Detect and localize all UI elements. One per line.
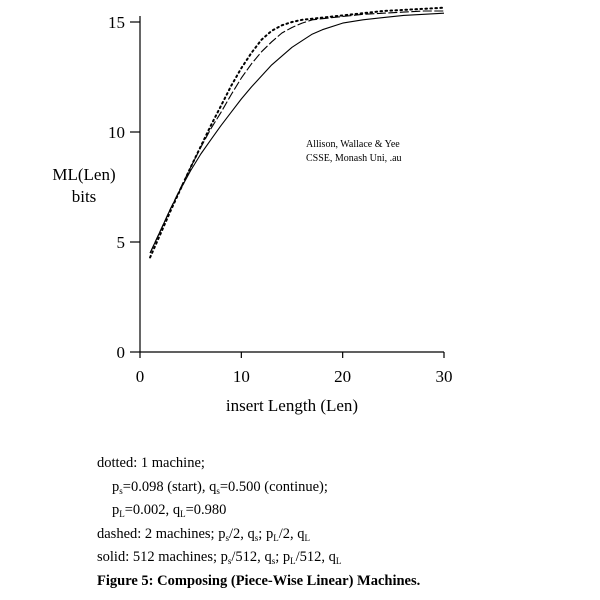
y-axis-label-line1: ML(Len) bbox=[52, 165, 116, 184]
legend-subscript: s bbox=[119, 485, 123, 496]
legend-subscript: s bbox=[254, 532, 259, 543]
x-tick-label: 0 bbox=[135, 367, 145, 386]
legend-value: /2, bbox=[278, 525, 298, 542]
legend-subscript: L bbox=[290, 556, 296, 566]
series-line-dotted bbox=[150, 8, 444, 258]
legend-value: /2, bbox=[228, 525, 248, 542]
legend-symbol: q bbox=[328, 549, 336, 565]
legend-symbol: q bbox=[209, 478, 217, 495]
legend-symbol: p bbox=[112, 502, 120, 518]
x-tick-label: 20 bbox=[334, 367, 352, 386]
chart-axes bbox=[140, 16, 444, 352]
annotation-line2: CSSE, Monash Uni, .au bbox=[306, 153, 402, 164]
legend-subscript: L bbox=[335, 556, 342, 566]
legend-symbol: p bbox=[220, 549, 228, 565]
legend-symbol: p bbox=[218, 525, 226, 542]
legend-line-dotted: dotted: 1 machine; bbox=[97, 455, 205, 471]
x-tick-label: 10 bbox=[232, 367, 250, 386]
legend-line-dashed bbox=[97, 523, 577, 547]
series-line-solid bbox=[150, 13, 444, 253]
legend-value: =0.002, bbox=[124, 502, 173, 518]
series-line-dashed bbox=[150, 11, 444, 253]
legend-subscript: s bbox=[227, 556, 232, 566]
legend-subscript: s bbox=[225, 532, 229, 543]
y-tick-label: 5 bbox=[116, 233, 125, 252]
legend-value: /512, bbox=[295, 549, 329, 565]
y-tick-label: 0 bbox=[116, 343, 125, 362]
y-tick-label: 10 bbox=[108, 123, 125, 142]
legend-text bbox=[97, 452, 577, 570]
legend-symbol: p bbox=[282, 549, 291, 565]
legend-subscript: L bbox=[119, 509, 125, 519]
x-tick-label: 30 bbox=[435, 367, 453, 386]
legend-subscript: L bbox=[304, 532, 310, 543]
legend-value: =0.098 (start), bbox=[122, 478, 210, 495]
figure-caption: Figure 5: Composing (Piece-Wise Linear) Machines. bbox=[97, 573, 421, 589]
legend-symbol: p bbox=[265, 525, 274, 542]
legend-line-solid bbox=[97, 546, 577, 570]
legend-prefix: solid: 512 machines; bbox=[97, 549, 221, 565]
legend-symbol: q bbox=[172, 502, 181, 518]
legend-symbol: q bbox=[264, 549, 272, 565]
legend-subscript: L bbox=[273, 532, 279, 543]
legend-subscript: s bbox=[216, 485, 220, 496]
legend-subscript: s bbox=[271, 556, 276, 566]
legend-line-start-params bbox=[97, 476, 577, 500]
legend-symbol: p bbox=[112, 478, 120, 495]
y-axis-label-line2: bits bbox=[71, 187, 97, 206]
legend-value: =0.500 (continue); bbox=[219, 478, 328, 495]
legend-prefix: dashed: 2 machines; bbox=[97, 525, 219, 542]
legend-symbol: q bbox=[297, 525, 305, 542]
legend-value: =0.980 bbox=[185, 502, 227, 518]
legend-symbol: q bbox=[247, 525, 255, 542]
y-tick-label: 15 bbox=[108, 13, 125, 32]
legend-value: /512, bbox=[231, 549, 265, 565]
annotation-line1: Allison, Wallace & Yee bbox=[306, 139, 400, 150]
series-layer bbox=[150, 8, 444, 258]
axis-ticks bbox=[108, 13, 453, 386]
legend-value: ; bbox=[275, 549, 283, 565]
legend-subscript: L bbox=[180, 509, 186, 519]
x-axis-label: insert Length (Len) bbox=[225, 396, 359, 415]
legend-value: ; bbox=[258, 525, 266, 542]
legend-line-length-params bbox=[97, 499, 577, 523]
